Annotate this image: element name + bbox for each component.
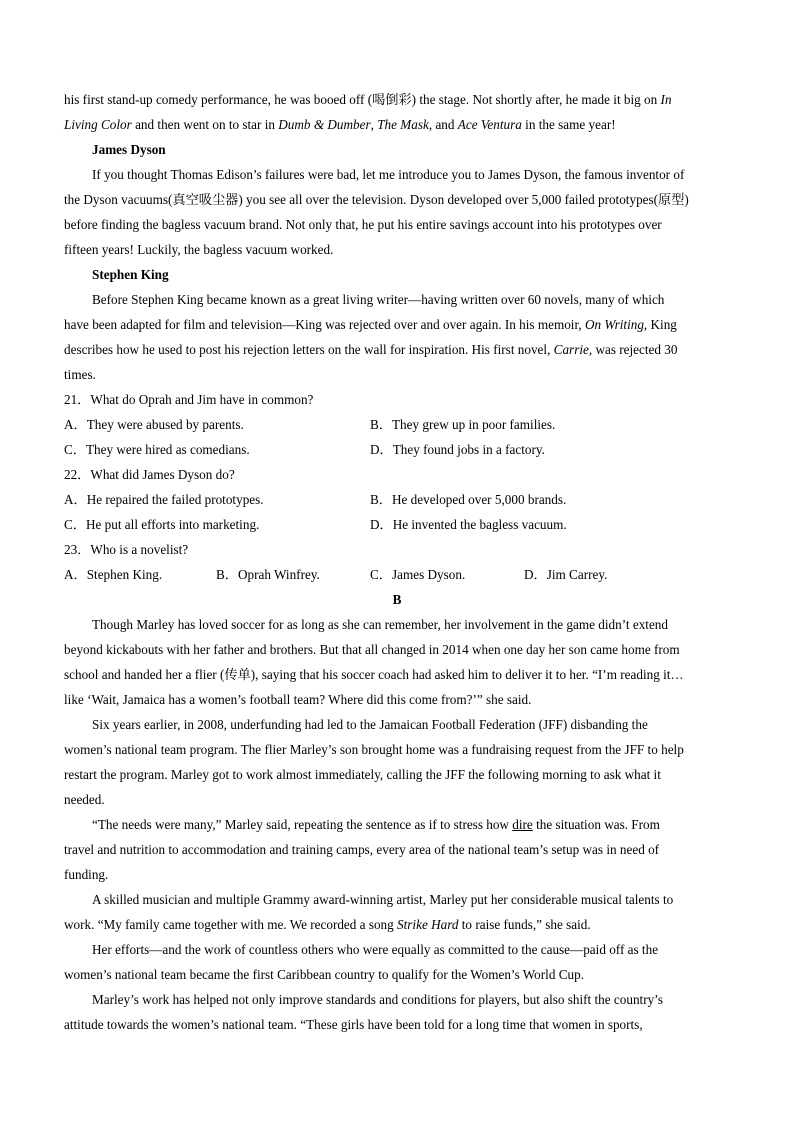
text-run: describes how he used to post his rejection letters on the wall for inspiration. His first novel, [64,342,554,357]
italic-title: On Writing [584,317,644,332]
b-p2-line-2: women’s national team program. The flier Marley’s son brought home was a fundraising request from the JFF to help [64,742,684,757]
text-run: work. “My family came together with me. We recorded a song [64,917,398,932]
text-run: in the same year! [521,117,616,132]
text-run: , was rejected 30 [588,342,678,357]
b-p2-line-1: Six years earlier, in 2008, underfunding had led to the Jamaican Football Federation (JFF) disbanding the [92,717,648,732]
b-p4-line-2 [64,912,734,937]
q21-option-d[interactable]: D．They found jobs in a factory. [370,442,545,457]
q22-option-c[interactable]: C．He put all efforts into marketing. [64,517,260,532]
text-run: , and [428,117,458,132]
text-run: , King [643,317,677,332]
question-22-stem: 22．What did James Dyson do? [64,467,235,482]
b-p1-line-4: like ‘Wait, Jamaica has a women’s football team? Where did this come from?’” she said. [64,692,532,707]
q23-option-c[interactable]: C．James Dyson. [370,567,466,582]
dyson-line-1: If you thought Thomas Edison’s failures were bad, let me introduce you to James Dyson, the famous inventor of [92,167,685,182]
king-line-2 [64,312,734,337]
question-21-stem: 21．What do Oprah and Jim have in common? [64,392,314,407]
b-p3-line-1 [64,812,762,837]
q21-option-c[interactable]: C．They were hired as comedians. [64,442,250,457]
b-p2-line-3: restart the program. Marley got to work almost immediately, calling the JFF the following morning to ask what it [64,767,661,782]
b-p2-line-4: needed. [64,792,105,807]
text-run: the situation was. From [532,817,660,832]
b-p1-line-2: beyond kickabouts with her father and brothers. But that all changed in 2014 when one day her son came home from [64,642,680,657]
b-p1-line-1: Though Marley has loved soccer for as long as she can remember, her involvement in the game didn’t extend [92,617,668,632]
text-run: his first stand-up comedy performance, he was booed off (喝倒彩) the stage. Not shortly after, he made it big on [64,92,661,107]
b-p3-line-3: funding. [64,867,109,882]
b-p3-line-2: travel and nutrition to accommodation and training camps, every area of the national team’s setup was in need of [64,842,660,857]
b-p5-line-2: women’s national team became the first Caribbean country to qualify for the Women’s World Cup. [64,967,584,982]
q23-option-b[interactable]: B．Oprah Winfrey. [216,567,320,582]
italic-title: Living Color [64,117,132,132]
king-line-1: Before Stephen King became known as a great living writer—having written over 60 novels, many of which [92,292,665,307]
king-line-3 [64,337,734,362]
text-run: to raise funds,” she said. [458,917,591,932]
intro-line-1 [64,87,734,112]
italic-title: Dumb & Dumber [278,117,371,132]
q22-option-b[interactable]: B．He developed over 5,000 brands. [370,492,567,507]
q21-option-a[interactable]: A．They were abused by parents. [64,417,244,432]
q23-option-a[interactable]: A．Stephen King. [64,567,163,582]
q23-option-d[interactable]: D．Jim Carrey. [524,567,608,582]
king-line-4: times. [64,367,96,382]
text-run: and then went on to star in [131,117,279,132]
text-run: have been adapted for film and television—King was rejected over and over again. In his memoir, [64,317,585,332]
underlined-word: dire [512,817,533,832]
b-p1-line-3: school and handed her a flier (传单), saying that his soccer coach had asked him to deliver it to her. “I’m reading it… [64,667,684,682]
italic-title: Strike Hard [397,917,459,932]
section-b-label: B [392,592,402,607]
dyson-line-4: fifteen years! Luckily, the bagless vacuum worked. [64,242,334,257]
text-run: , [370,117,378,132]
dyson-line-2: the Dyson vacuums(真空吸尘器) you see all over the television. Dyson developed over 5,000 failed prototypes(原型) [64,192,689,207]
b-p6-line-2: attitude towards the women’s national team. “These girls have been told for a long time that women in sports, [64,1017,643,1032]
q22-option-d[interactable]: D．He invented the bagless vacuum. [370,517,567,532]
intro-line-2 [64,112,734,137]
b-p4-line-1: A skilled musician and multiple Grammy award-winning artist, Marley put her considerable musical talents to [92,892,674,907]
q21-option-b[interactable]: B．They grew up in poor families. [370,417,556,432]
text-run: “The needs were many,” Marley said, repeating the sentence as if to stress how [92,817,513,832]
b-p5-line-1: Her efforts—and the work of countless others who were equally as committed to the cause—paid off as the [92,942,659,957]
italic-title: Carrie [553,342,589,357]
dyson-line-3: before finding the bagless vacuum brand. Not only that, he put his entire savings account into his prototypes over [64,217,662,232]
italic-title: The Mask [377,117,429,132]
italic-title: Ace Ventura [457,117,522,132]
king-heading: Stephen King [92,267,169,282]
dyson-heading: James Dyson [92,142,166,157]
b-p6-line-1: Marley’s work has helped not only improve standards and conditions for players, but also shift the country’s [92,992,663,1007]
italic-title: In [660,92,672,107]
q22-option-a[interactable]: A．He repaired the failed prototypes. [64,492,264,507]
question-23-stem: 23．Who is a novelist? [64,542,189,557]
